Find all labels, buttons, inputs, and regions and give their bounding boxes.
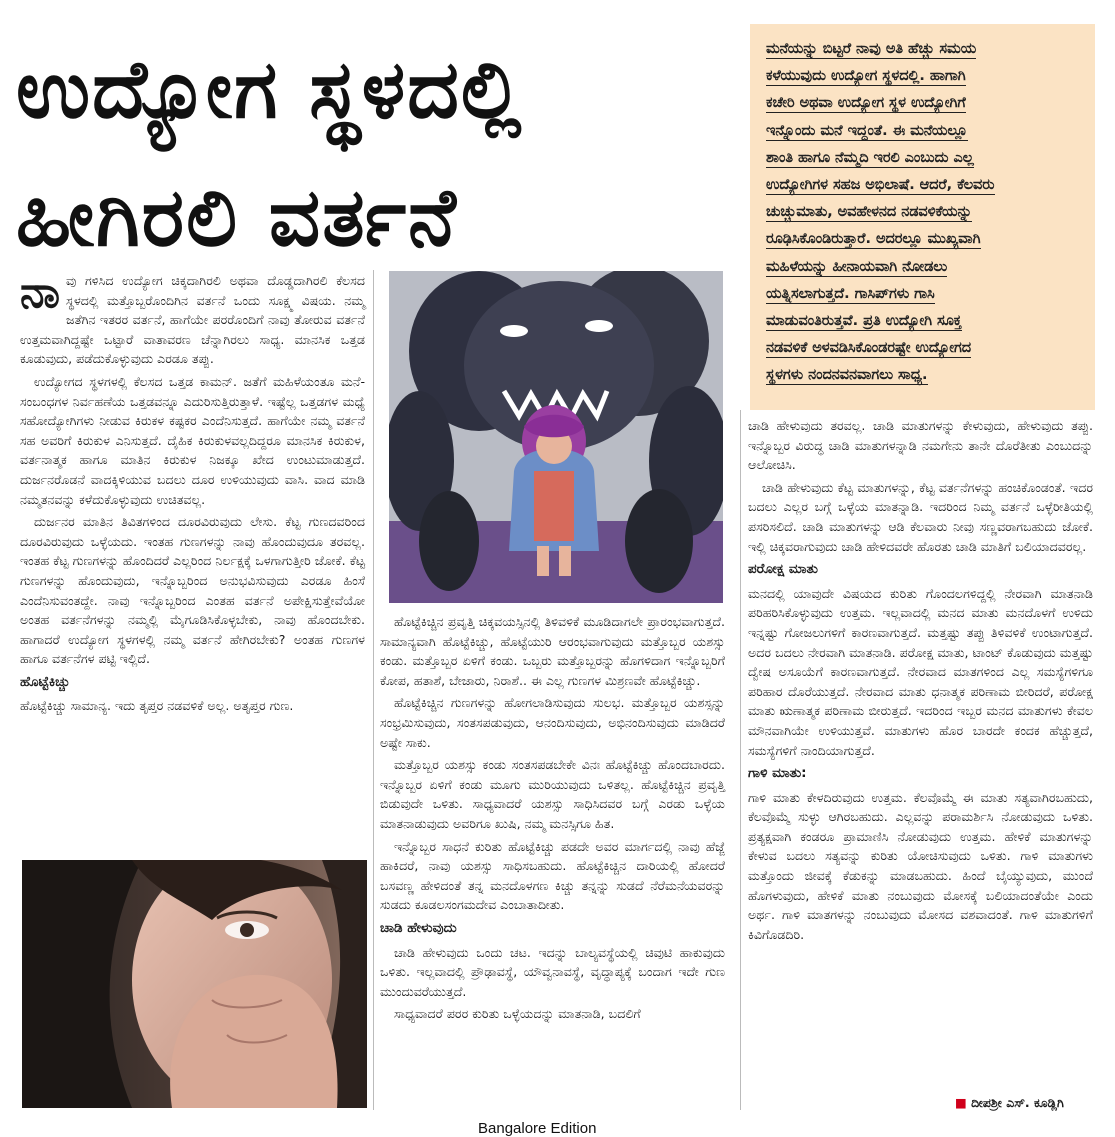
byline	[955, 1095, 1064, 1111]
quote-line-text: ನಡವಳಿಕೆ ಅಳವಡಿಸಿಕೊಂಡರಷ್ಟೇ ಉದ್ಯೋಗದ	[766, 340, 972, 357]
paragraph: ಮತ್ತೊಬ್ಬರ ಯಶಸ್ಸು ಕಂಡು ಸಂತಸಪಡಬೇಕೇ ವಿನಃ ಹೊಟ್ಟೆಕಿಚ್ಚು ಹೊಂದಬಾರದು. ಇನ್ನೊಬ್ಬರ ಏಳಿಗೆ ಕಂಡು ಮೂಗು ಮುರಿಯುವುದು ಒಳಿತಲ್ಲ. ಹೊಟ್ಟೆಕಿಚ್ಚಿನ ಪ್ರವೃತ್ತಿ ಬಿಡುವುದೇ ಒಳಿತು. ಸಾಧ್ಯವಾದರೆ ಯಶಸ್ಸು ಸಾಧಿಸಿದವರ ಬಗ್ಗೆ ಎರಡು ಒಳ್ಳೆಯ ಮಾತನಾಡುವುದು ಅವರಿಗೂ ಖುಷಿ, ನಮ್ಮ ಮನಸ್ಸಿಗೂ ಹಿತ.	[380, 757, 725, 831]
drop-cap: ನಾ	[20, 267, 60, 318]
quote-line	[766, 63, 1079, 90]
paragraph: ಹೊಟ್ಟೆಕಿಚ್ಚಿನ ಪ್ರವೃತ್ತಿ ಚಿಕ್ಕವಯಸ್ಸಿನಲ್ಲಿ ತಿಳಿವಳಿಕೆ ಮೂಡಿದಾಗಲೇ ಪ್ರಾರಂಭವಾಗುತ್ತದೆ. ಸಾಮಾನ್ಯವಾಗಿ ಹೊಟ್ಟೆಕಿಚ್ಚು, ಹೊಟ್ಟೆಯುರಿ ಆರಂಭವಾಗುವುದು ಮತ್ತೊಬ್ಬರ ಯಶಸ್ಸು ಕಂಡು. ಮತ್ತೊಬ್ಬರ ಏಳಿಗೆ ಕಂಡು. ಒಬ್ಬರು ಮತ್ತೊಬ್ಬರನ್ನು ಹೊಗಳಿದಾಗ ಇನ್ನೊಬ್ಬರಿಗೆ ಕೋಪ, ಹತಾಶೆ, ಬೇಜಾರು, ನಿರಾಶೆ.. ಈ ಎಲ್ಲ ಗುಣಗಳ ಮಿಶ್ರಣವೇ ಹೊಟ್ಟೆಕಿಚ್ಚು.	[380, 614, 725, 688]
quote-line-text: ರೂಢಿಸಿಕೊಂಡಿರುತ್ತಾರೆ. ಅದರಲ್ಲೂ ಮುಖ್ಯವಾಗಿ	[766, 231, 981, 248]
subheading-rumor: ಗಾಳಿ ಮಾತು:	[748, 765, 807, 782]
paragraph: ಚಾಡಿ ಹೇಳುವುದು ಕೆಟ್ಟ ಮಾತುಗಳನ್ನು, ಕೆಟ್ಟ ವರ್ತನೆಗಳನ್ನು ಹಂಚಿಕೊಂಡಂತೆ. ಇದರ ಬದಲು ಎಲ್ಲರ ಬಗ್ಗೆ ಒಳ್ಳೆಯ ಮಾತನ್ನಾಡಿ. ಇದರಿಂದ ನಿಮ್ಮ ವರ್ತನೆ ಒಳ್ಳೆರೀತಿಯಲ್ಲಿ ಪಸರಿಸಲಿದೆ. ಚಾಡಿ ಮಾತುಗಳನ್ನು ಆಡಿ ಕೆಲವಾರು ನೀವು ಸಣ್ಣವರಾಗಬಹುದು ಜೋಕೆ. ಇಲ್ಲಿ ಚಿಕ್ಕವರಾಗುವುದು ಚಾಡಿ ಹೇಳಿದವರೇ ಹೊರತು ಚಾಡಿ ಮಾತಿಗೆ ಬಲಿಯಾದವರಲ್ಲ.	[748, 479, 1093, 554]
column-divider	[740, 410, 741, 1110]
quote-line	[766, 145, 1079, 172]
quote-line-text: ಸ್ಥಳಗಳು ನಂದನವನವಾಗಲು ಸಾಧ್ಯ.	[766, 367, 928, 384]
quote-line	[766, 281, 1079, 308]
paragraph: ವು ಗಳಿಸಿದ ಉದ್ಯೋಗ ಚಿಕ್ಕದಾಗಿರಲಿ ಅಥವಾ ದೊಡ್ಡದಾಗಿರಲಿ ಕೆಲಸದ ಸ್ಥಳದಲ್ಲಿ ಮತ್ತೊಬ್ಬರೊಂದಿಗಿನ ವರ್ತನೆ ಒಂದು ಸೂಕ್ಷ್ಮ ವಿಷಯ. ನಮ್ಮ ಜತೆಗಿನ ಇತರರ ವರ್ತನೆ, ಹಾಗೆಯೇ ಪರರೊಂದಿಗೆ ನಾವು ತೋರುವ ವರ್ತನೆ ಉತ್ತಮವಾಗಿದ್ದಷ್ಟೇ ಒಟ್ಟಾರೆ ವಾತಾವರಣ ಚೆನ್ನಾಗಿರಲು ಸಾಧ್ಯ. ಮಾನಸಿಕ ಒತ್ತಡ ಕೂಡುವುದು, ಪಡೆದುಕೊಳ್ಳುವುದು ಎರಡೂ ತಪ್ಪು.	[20, 273, 365, 367]
pull-quote-box	[750, 24, 1095, 410]
paragraph: ಇನ್ನೊಬ್ಬರ ಸಾಧನೆ ಕುರಿತು ಹೊಟ್ಟೆಕಿಚ್ಚು ಪಡದೇ ಅವರ ಮಾರ್ಗದಲ್ಲಿ ನಾವು ಹೆಜ್ಜೆ ಹಾಕಿದರೆ, ನಾವು ಯಶಸ್ಸು ಸಾಧಿಸಬಹುದು. ಹೊಟ್ಟೆಕಿಚ್ಚಿನ ದಾರಿಯಲ್ಲಿ ಹೋದರೆ ಬಸವಣ್ಣ ಹೇಳಿದಂತೆ ತನ್ನ ಮನದೊಳಗಣ ಕಿಚ್ಚು ತನ್ನನ್ನು ಸುಡದೆ ನೆರೆಮನೆಯವರನ್ನು ಸುಡದು ಕೂಡಲಸಂಗಮದೇವ ಎಂಬಾತಾದೀತು.	[380, 838, 725, 913]
paragraph: ಸಾಧ್ಯವಾದರೆ ಪರರ ಕುರಿತು ಒಳ್ಳೆಯದನ್ನು ಮಾತನಾಡಿ, ಬದಲಿಗೆ	[394, 1006, 641, 1022]
subheading-jealousy: ಹೊಟ್ಟೆಕಿಚ್ಚು	[20, 673, 71, 690]
paragraph: ಗಾಳಿ ಮಾತು ಕೇಳದಿರುವುದು ಉತ್ತಮ. ಕೆಲವೊಮ್ಮೆ ಈ ಮಾತು ಸತ್ಯವಾಗಿರಬಹುದು, ಕೆಲವೊಮ್ಮೆ ಸುಳ್ಳು ಆಗಿರಬಹುದು. ಎಲ್ಲವನ್ನು ಪರಾಮರ್ಶಿಸಿ ನೋಡುವುದು ಒಳಿತು. ಪ್ರತ್ಯಕ್ಷವಾಗಿ ಕಂಡರೂ ಪ್ರಾಮಾಣಿಸಿ ನೋಡುವುದು ಉತ್ತಮ. ಹೇಳಿಕೆ ಮಾತುಗಳನ್ನು ಕೇಳುವ ಬದಲು ಸತ್ಯವನ್ನು ಕುರಿತು ಯೋಚಿಸುವುದು ಒಳಿತು. ಗಾಳಿ ಮಾತುಗಳು ಮತ್ತೊಂದು ಜೀವಕ್ಕೆ ಕೆಡುಕನ್ನು ಮಾಡಬಹುದು. ಹಿಂದೆ ಬೈಯ್ಯುವುದು, ಮುಂದೆ ಹೊಗಳುವುದು, ಹೇಳಿಕೆ ಮಾತು ನಂಬುವುದು ಮೋಸಕ್ಕೆ ಬಲಿಯಾದಂತೆಯೇ ಎಂದು ಅರ್ಥ. ಗಾಳಿ ಮಾತಗಳನ್ನು ನಂಬುವುದು ಮೋಸದ ವಶವಾದಂತೆ. ಗಾಳಿ ಮಾತುಗಳಿಗೆ ಕಿವಿಗೊಡದಿರಿ.	[748, 789, 1093, 942]
author-name: ದೀಪಶ್ರೀ ಎಸ್. ಕೂಡ್ಲಿಗಿ	[971, 1095, 1064, 1110]
quote-line	[766, 362, 1079, 389]
quote-line-text: ಚುಚ್ಚುಮಾತು, ಅವಹೇಳನದ ನಡವಳಿಕೆಯನ್ನು	[766, 204, 972, 221]
paragraph: ಚಾಡಿ ಹೇಳುವುದು ತರವಲ್ಲ. ಚಾಡಿ ಮಾತುಗಳನ್ನು ಕೇಳುವುದು, ಹೇಳುವುದು ತಪ್ಪು. ಇನ್ನೊಬ್ಬರ ವಿರುದ್ಧ ಚಾಡಿ ಮಾತುಗಳನ್ನಾಡಿ ನಮಗೇನು ತಾನೇ ದೊರೆತೀತು ಎಂಬುದನ್ನು ಆಲೋಚಿಸಿ.	[748, 418, 1093, 473]
quote-line-text: ಉದ್ಯೋಗಿಗಳ ಸಹಜ ಅಭಿಲಾಷೆ. ಆದರೆ, ಕೆಲವರು	[766, 177, 995, 194]
quote-line	[766, 335, 1079, 362]
quote-line	[766, 254, 1079, 281]
quote-line	[766, 308, 1079, 335]
paragraph: ಹೊಟ್ಟೆಕಿಚ್ಚಿನ ಗುಣಗಳನ್ನು ಹೋಗಲಾಡಿಸುವುದು ಸುಲಭ. ಮತ್ತೊಬ್ಬರ ಯಶಸ್ಸನ್ನು ಸಂಭ್ರಮಿಸುವುದು, ಸಂತಸಪಡುವುದು, ಆನಂದಿಸುವುದು, ಅಭಿನಂದಿಸುವುದು ಮಾಡಿದರೆ ಅಷ್ಟೇ ಸಾಕು.	[380, 695, 725, 750]
woman-covering-mouth-photo	[22, 860, 367, 1108]
headline-line-2: ಹೀಗಿರಲಿ ವರ್ತನೆ	[16, 171, 458, 264]
subheading-gossip: ಚಾಡಿ ಹೇಳುವುದು	[380, 919, 457, 936]
quote-line	[766, 118, 1079, 145]
column-1	[20, 267, 365, 719]
paragraph: ಮನದಲ್ಲಿ ಯಾವುದೇ ವಿಷಯದ ಕುರಿತು ಗೊಂದಲಗಳಿದ್ದಲ್ಲಿ ನೇರವಾಗಿ ಮಾತನಾಡಿ ಪರಿಹರಿಸಿಕೊಳ್ಳುವುದು ಉತ್ತಮ. ಇಲ್ಲವಾದಲ್ಲಿ ಮನದ ಮಾತು ಮನದೊಳಗೆ ಉಳಿದು ಇನ್ನಷ್ಟು ಗೋಜಲುಗಳಿಗೆ ಕಾರಣವಾಗುತ್ತದೆ. ಮತ್ತಷ್ಟು ತಪ್ಪು ತಿಳಿವಳಿಕೆ ಉಂಟಾಗುತ್ತದೆ. ಅದರ ಬದಲು ನೇರವಾಗಿ ಮಾತನಾಡಿ. ಪರೋಕ್ಷ ಮಾತು, ಟಾಂಟ್ ಕೊಡುವುದು ಮತ್ತಷ್ಟು ದ್ವೇಷ ಅಸೂಯೆಗೆ ಕಾರಣವಾಗುತ್ತದೆ. ನೇರವಾದ ಮಾತಗಳಿಂದ ಎಲ್ಲ ಸಮಸ್ಯೆಗಳಿಗೂ ಪರಿಹಾರ ದೊರೆಯುತ್ತದೆ. ನೇರವಾದ ಮಾತು ಧನಾತ್ಮಕ ಪರಿಣಾಮ ಬೀರಿದರೆ, ಪರೋಕ್ಷ ಮಾತು ಋಣಾತ್ಮಕ ಪರಿಣಾಮ ಬೀರುತ್ತದೆ. ಇದರಿಂದ ಇಬ್ಬರ ಮನದ ಮಾತುಗಳು ಕೇವಲ ಮೌನವಾಗಿಯೇ ಉಳಿಯುತ್ತವೆ. ಮಾತುಗಳು ಹೊರ ಬಾರದೇ ಕಂದಕ ಹೆಚ್ಚುತ್ತದೆ, ಸಮಸ್ಯೆಗಳಿಗೆ ನಾಂದಿಯಾಗುತ್ತದೆ.	[748, 585, 1093, 758]
headline-line-1: ಉದ್ಯೋಗ ಸ್ಥಳದಲ್ಲಿ	[16, 43, 524, 136]
subheading-indirect-talk: ಪರೋಕ್ಷ ಮಾತು	[748, 561, 818, 578]
paragraph: ಚಾಡಿ ಹೇಳುವುದು ಒಂದು ಚಟ. ಇದನ್ನು ಬಾಲ್ಯವಸ್ಥೆಯಲ್ಲಿ ಚಿವುಟಿ ಹಾಕುವುದು ಒಳಿತು. ಇಲ್ಲವಾದಲ್ಲಿ ಪ್ರೌಢಾವಸ್ಥೆ, ಯೌವ್ವನಾವಸ್ಥೆ, ವೃದ್ಧಾಪ್ಯಕ್ಕೆ ಬಂದಾಗ ಇದೇ ಗುಣ ಮುಂದುವರೆಯುತ್ತದೆ.	[380, 944, 725, 999]
quote-line-text: ಶಾಂತಿ ಹಾಗೂ ನೆಮ್ಮದಿ ಇರಲಿ ಎಂಬುದು ಎಲ್ಲ	[766, 149, 974, 166]
stress-illustration	[389, 271, 723, 603]
quote-line-text: ಯತ್ನಿಸಲಾಗುತ್ತದೆ. ಗಾಸಿಪ್‌ಗಳು ಗಾಸಿ	[766, 285, 935, 302]
column-3	[748, 416, 1093, 947]
quote-line-text: ಕಳೆಯುವುದು ಉದ್ಯೋಗ ಸ್ಥಳದಲ್ಲಿ. ಹಾಗಾಗಿ	[766, 68, 966, 85]
paragraph: ದುರ್ಜನರ ಮಾತಿನ ತಿವಿತಗಳಿಂದ ದೂರವಿರುವುದು ಲೇಸು. ಕೆಟ್ಟ ಗುಣದವರಿಂದ ದೂರವಿರುವುದು ಒಳ್ಳೆಯದು. ಇಂತಹ ಗುಣಗಳನ್ನು ನಾವು ಹೊಂದುವುದೂ ತರವಲ್ಲ. ಇಂತಹ ಕೆಟ್ಟ ಗುಣಗಳನ್ನು ಹೊಂದಿದರೆ ಎಲ್ಲರಿಂದ ನಿರ್ಲಕ್ಷಕ್ಕೆ ಒಳಗಾಗುತ್ತೀರಿ ಜೋಕೆ. ಕೆಟ್ಟ ಗುಣಗಳನ್ನು ಹೊಂದುವುದು, ಇನ್ನೊಬ್ಬರಿಂದ ಅನುಭವಿಸುವುದು ಎರಡೂ ಹಿಂಸೆ ಎಂದೆನಿಸುವಂತದ್ದೇ. ನಾವು ಇನ್ನೊಬ್ಬರಿಂದ ಎಂತಹ ವರ್ತನೆ ಅಪೇಕ್ಷಿಸುತ್ತೇವೆಯೋ ಅಂತಹ ವರ್ತನೆಗಳನ್ನು ನಮ್ಮಲ್ಲಿ ಮೈಗೂಡಿಸಿಕೊಳ್ಳಬೇಕು, ನಾವು ಹೊಂದಬೇಕು. ಹಾಗಾದರೆ ಉದ್ಯೋಗ ಸ್ಥಳಗಳಲ್ಲಿ ನಮ್ಮ ವರ್ತನೆ ಹೇಗಿರಬೇಕು? ಅಂತಹ ಗುಣಗಳ ಹಾಗೂ ವರ್ತನೆಗಳ ಪಟ್ಟಿ ಇಲ್ಲಿದೆ.	[20, 514, 365, 667]
paragraph: ಉದ್ಯೋಗದ ಸ್ಥಳಗಳಲ್ಲಿ ಕೆಲಸದ ಒತ್ತಡ ಕಾಮನ್. ಜತೆಗೆ ಮಹಿಳೆಯಂತೂ ಮನೆ- ಸಂಬಂಧಗಳ ನಿರ್ವಹಣೆಯ ಒತ್ತಡವನ್ನೂ ಎದುರಿಸುತ್ತಿರುತ್ತಾಳೆ. ಇಷ್ಟೆಲ್ಲ ಒತ್ತಡಗಳ ಮಧ್ಯೆ ಸಹೋದ್ಯೋಗಿಗಳು ನೀಡುವ ಕಿರುಕಳ ಕಷ್ಟಕರ ಎಂದೆನಿಸುತ್ತದೆ. ಹಾಗೆಯೇ ನಮ್ಮ ವರ್ತನೆ ಸಹ ಅವರಿಗೆ ಕಿರುಕುಳ ಎನಿಸುತ್ತದೆ. ದೈಹಿಕ ಕಿರುಕುಳವಲ್ಲದಿದ್ದರೂ ಮಾನಸಿಕ ಕಿರುಕುಳ, ವರ್ತನಾತ್ಮಕ ಹಾಗೂ ಮಾತಿನ ಕಿರುಕುಳ ನಿಜಕ್ಕೂ ಖೇದ ಉಂಟುಮಾಡುತ್ತದೆ. ದುರ್ಜನರೊಡನೆ ವಾದಕ್ಕಿಳಿಯುವ ಬದಲು ದೂರ ಉಳಿಯುವುದು ವಾಸಿ. ವಾದ ಮಾಡಿ ನಮ್ಮತನವನ್ನು ಕಳೆದುಕೊಳ್ಳುವುದು ಉಚಿತವಲ್ಲ.	[20, 373, 365, 507]
edition-label: Bangalore Edition	[478, 1120, 597, 1137]
column-divider	[373, 270, 374, 1110]
quote-line-text: ಕಚೇರಿ ಅಥವಾ ಉದ್ಯೋಗ ಸ್ಥಳ ಉದ್ಯೋಗಿಗೆ	[766, 95, 966, 112]
headline	[16, 26, 731, 282]
quote-line	[766, 199, 1079, 226]
quote-line	[766, 90, 1079, 117]
byline-marker-icon: ■	[955, 1095, 967, 1110]
quote-line-text: ಇನ್ನೊಂದು ಮನೆ ಇದ್ದಂತೆ. ಈ ಮನೆಯಲ್ಲೂ	[766, 122, 968, 139]
quote-line	[766, 226, 1079, 253]
column-2	[380, 612, 725, 1027]
paragraph: ಹೊಟ್ಟೆಕಿಚ್ಚು ಸಾಮಾನ್ಯ. ಇದು ತೃಪ್ತರ ನಡವಳಿಕೆ ಅಲ್ಲ. ಅತೃಪ್ತರ ಗುಣ.	[20, 698, 294, 714]
quote-line	[766, 172, 1079, 199]
quote-line-text: ಮಹಿಳೆಯನ್ನು ಹೀನಾಯವಾಗಿ ನೋಡಲು	[766, 258, 948, 275]
quote-line	[766, 36, 1079, 63]
quote-line-text: ಮಾಡುವಂತಿರುತ್ತವೆ. ಪ್ರತಿ ಉದ್ಯೋಗಿ ಸೂಕ್ತ	[766, 313, 962, 330]
quote-line-text: ಮನೆಯನ್ನು ಬಿಟ್ಟರೆ ನಾವು ಅತಿ ಹೆಚ್ಚು ಸಮಯ	[766, 41, 977, 57]
